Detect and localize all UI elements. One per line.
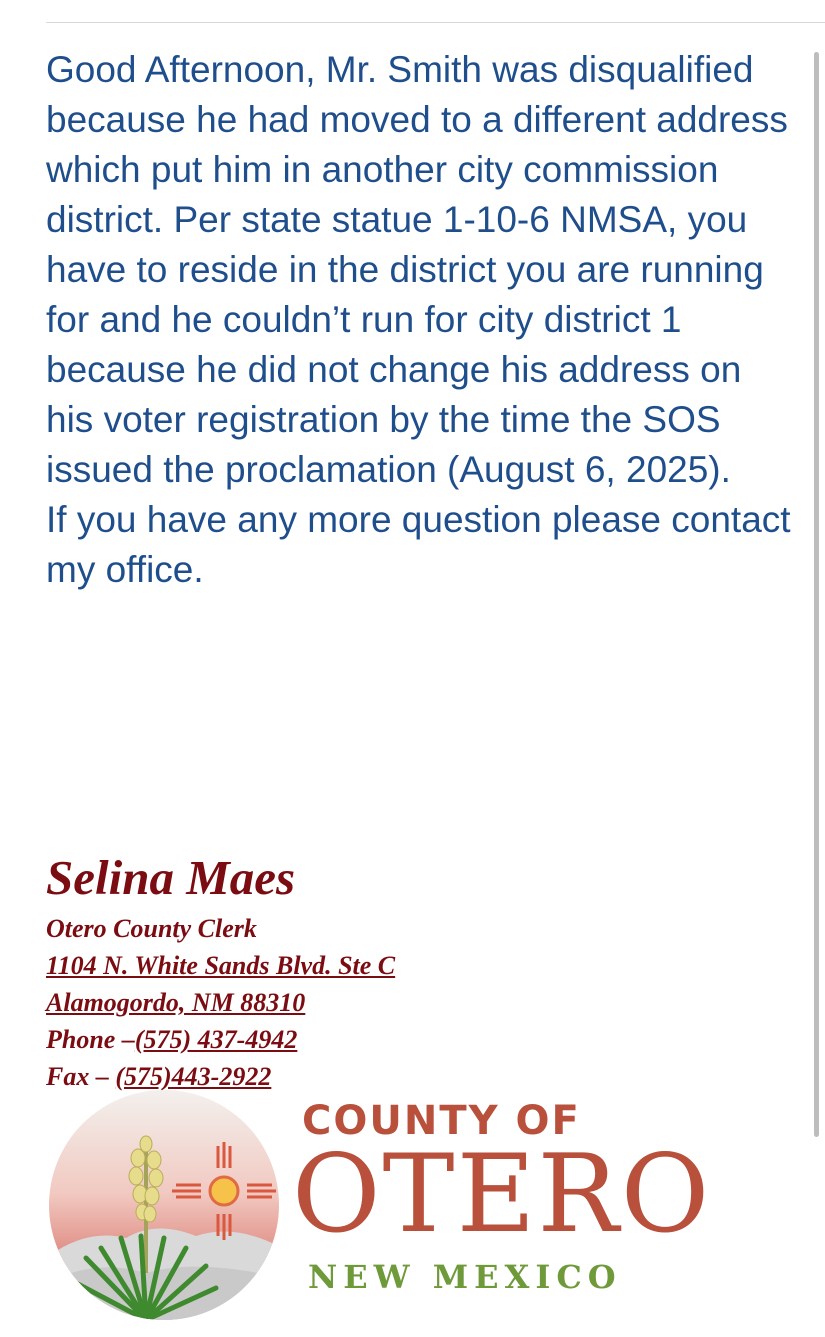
email-paragraph-1: Good Afternoon, Mr. Smith was disqualified because he had moved to a different address which put him in another city commission district. Per state statue 1-10-6 NMSA, you have to reside in the district you are running for and he couldn’t run for city district 1 because he did not change his address on his voter registration by the time the SOS issued the proclamation (August 6, 2025). [46, 49, 788, 490]
logo-otero: OTERO [292, 1132, 712, 1257]
scrollbar[interactable] [814, 52, 819, 1137]
county-logo [46, 1088, 746, 1323]
logo-new-mexico: NEW MEXICO [308, 1258, 622, 1296]
phone-link[interactable]: (575) 437-4942 [134, 1025, 298, 1054]
address-link-street[interactable]: 1104 N. White Sands Blvd. Ste C [46, 951, 396, 980]
phone-label: Phone – [46, 1025, 135, 1054]
email-paragraph-2: If you have any more question please contact my office. [46, 499, 791, 590]
signature-phone-line [46, 1021, 395, 1058]
county-seal-icon [46, 1088, 282, 1323]
address-link-city[interactable]: Alamogordo, NM 88310 [46, 988, 306, 1017]
email-body [46, 45, 791, 595]
email-signature [46, 848, 395, 1095]
fax-link[interactable]: (575)443-2922 [115, 1062, 272, 1091]
signature-title: Otero County Clerk [46, 914, 257, 943]
top-divider [46, 22, 825, 23]
fax-label: Fax – [46, 1062, 116, 1091]
logo-county-of: COUNTY OF [302, 1098, 581, 1144]
signature-name: Selina Maes [46, 850, 296, 905]
